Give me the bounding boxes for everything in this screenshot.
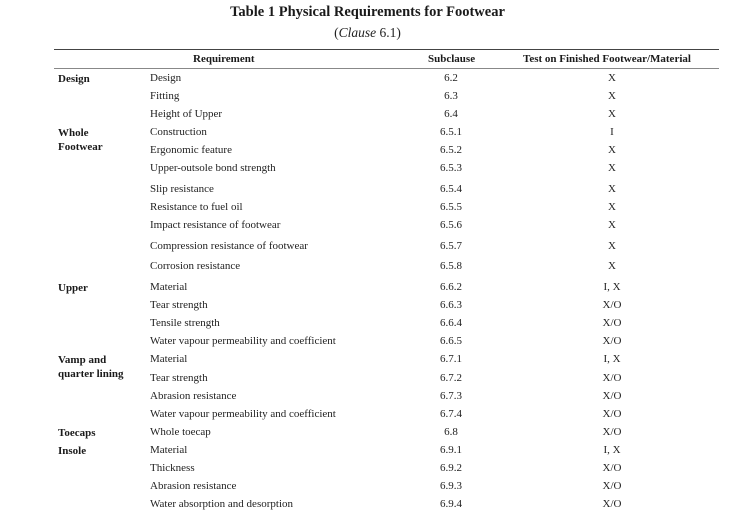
test-cell: X/O xyxy=(602,390,622,402)
subclause-cell: 6.4 xyxy=(444,108,458,120)
requirement-cell: Resistance to fuel oil xyxy=(150,201,243,213)
requirement-cell: Tensile strength xyxy=(150,317,220,329)
group-label-vamp-and-quarter-lining: Vamp and quarter lining xyxy=(58,354,124,380)
subclause-cell: 6.7.3 xyxy=(440,390,462,402)
requirement-cell: Corrosion resistance xyxy=(150,260,241,272)
test-cell: I xyxy=(610,126,614,138)
subclause-cell: 6.9.3 xyxy=(440,480,462,492)
group-label-whole-footwear: Whole Footwear xyxy=(58,127,103,153)
subclause-cell: 6.6.2 xyxy=(440,281,462,293)
table-title: Table 1 Physical Requirements for Footwear xyxy=(230,4,505,20)
table-row xyxy=(0,108,735,126)
requirement-cell: Slip resistance xyxy=(150,183,214,195)
subclause-cell: 6.7.1 xyxy=(440,353,462,365)
table-top-rule xyxy=(54,49,719,50)
table-row xyxy=(0,299,735,317)
subclause-cell: 6.5.2 xyxy=(440,144,462,156)
requirement-cell: Material xyxy=(150,444,188,456)
requirement-cell: Abrasion resistance xyxy=(150,480,237,492)
group-label-insole: Insole xyxy=(58,445,87,457)
subclause-cell: 6.5.8 xyxy=(440,260,462,272)
requirement-cell: Tear strength xyxy=(150,372,208,384)
header-subclause: Subclause xyxy=(428,53,476,65)
table-row xyxy=(0,426,735,444)
test-cell: X xyxy=(608,260,616,272)
requirement-cell: Upper-outsole bond strength xyxy=(150,162,276,174)
subclause-cell: 6.5.4 xyxy=(440,183,462,195)
subclause-cell: 6.5.1 xyxy=(440,126,462,138)
test-cell: X/O xyxy=(602,498,622,510)
requirement-cell: Design xyxy=(150,72,182,84)
subclause-cell: 6.5.6 xyxy=(440,219,462,231)
table-row xyxy=(0,317,735,335)
test-cell: X xyxy=(608,108,616,120)
table-row xyxy=(0,72,735,90)
test-cell: X/O xyxy=(602,335,622,347)
header-test: Test on Finished Footwear/Material xyxy=(523,53,691,65)
subclause-cell: 6.6.4 xyxy=(440,317,462,329)
test-cell: I, X xyxy=(603,281,621,293)
table-row xyxy=(0,219,735,237)
test-cell: X xyxy=(608,72,616,84)
subclause-cell: 6.6.5 xyxy=(440,335,462,347)
header-requirement: Requirement xyxy=(193,53,255,65)
requirement-cell: Abrasion resistance xyxy=(150,390,237,402)
table-row xyxy=(0,408,735,426)
test-cell: X xyxy=(608,90,616,102)
test-cell: X/O xyxy=(602,480,622,492)
subclause-cell: 6.7.4 xyxy=(440,408,462,420)
table-row xyxy=(0,480,735,498)
test-cell: I, X xyxy=(603,353,621,365)
table-row xyxy=(0,498,735,516)
test-cell: X/O xyxy=(602,426,622,438)
table-row xyxy=(0,335,735,353)
table-row xyxy=(0,462,735,480)
table-row xyxy=(0,390,735,408)
table-row xyxy=(0,260,735,278)
requirement-cell: Construction xyxy=(150,126,207,138)
requirement-cell: Whole toecap xyxy=(150,426,211,438)
subclause-cell: 6.5.5 xyxy=(440,201,462,213)
test-cell: X xyxy=(608,162,616,174)
table-row xyxy=(0,444,735,462)
requirement-cell: Ergonomic feature xyxy=(150,144,232,156)
subclause-cell: 6.9.4 xyxy=(440,498,462,510)
requirement-cell: Impact resistance of footwear xyxy=(150,219,281,231)
requirement-cell: Material xyxy=(150,353,188,365)
requirement-cell: Compression resistance of footwear xyxy=(150,240,308,252)
requirement-cell: Material xyxy=(150,281,188,293)
test-cell: X xyxy=(608,183,616,195)
subclause-cell: 6.7.2 xyxy=(440,372,462,384)
header-rule xyxy=(54,68,719,69)
test-cell: X/O xyxy=(602,462,622,474)
table-row xyxy=(0,183,735,201)
subclause-cell: 6.9.1 xyxy=(440,444,462,456)
table-row xyxy=(0,240,735,258)
test-cell: X xyxy=(608,240,616,252)
subclause-cell: 6.3 xyxy=(444,90,458,102)
group-label-toecaps: Toecaps xyxy=(58,427,96,439)
clause-number: 6.1 xyxy=(379,25,397,40)
test-cell: X/O xyxy=(602,299,622,311)
group-label-upper: Upper xyxy=(58,282,88,294)
requirement-cell: Thickness xyxy=(150,462,195,474)
test-cell: X/O xyxy=(602,408,622,420)
subclause-cell: 6.2 xyxy=(444,72,458,84)
requirement-cell: Fitting xyxy=(150,90,180,102)
requirement-cell: Height of Upper xyxy=(150,108,223,120)
table-row xyxy=(0,90,735,108)
requirement-cell: Water vapour permeability and coefficient xyxy=(150,335,336,347)
test-cell: X/O xyxy=(602,372,622,384)
clause-reference: (Clause 6.1) xyxy=(334,25,401,40)
table-row xyxy=(0,372,735,390)
requirement-cell: Water absorption and desorption xyxy=(150,498,293,510)
table-row xyxy=(0,201,735,219)
subclause-cell: 6.5.3 xyxy=(440,162,462,174)
requirement-cell: Water vapour permeability and coefficient xyxy=(150,408,336,420)
group-label-design: Design xyxy=(58,73,90,85)
requirement-cell: Tear strength xyxy=(150,299,208,311)
subclause-cell: 6.8 xyxy=(444,426,458,438)
test-cell: X xyxy=(608,219,616,231)
table-row xyxy=(0,281,735,299)
table-row xyxy=(0,162,735,180)
clause-word: Clause xyxy=(338,25,377,40)
test-cell: X xyxy=(608,201,616,213)
test-cell: X/O xyxy=(602,317,622,329)
table-row xyxy=(0,144,735,162)
subclause-cell: 6.6.3 xyxy=(440,299,462,311)
test-cell: X xyxy=(608,144,616,156)
test-cell: I, X xyxy=(603,444,621,456)
subclause-cell: 6.5.7 xyxy=(440,240,462,252)
subclause-cell: 6.9.2 xyxy=(440,462,462,474)
